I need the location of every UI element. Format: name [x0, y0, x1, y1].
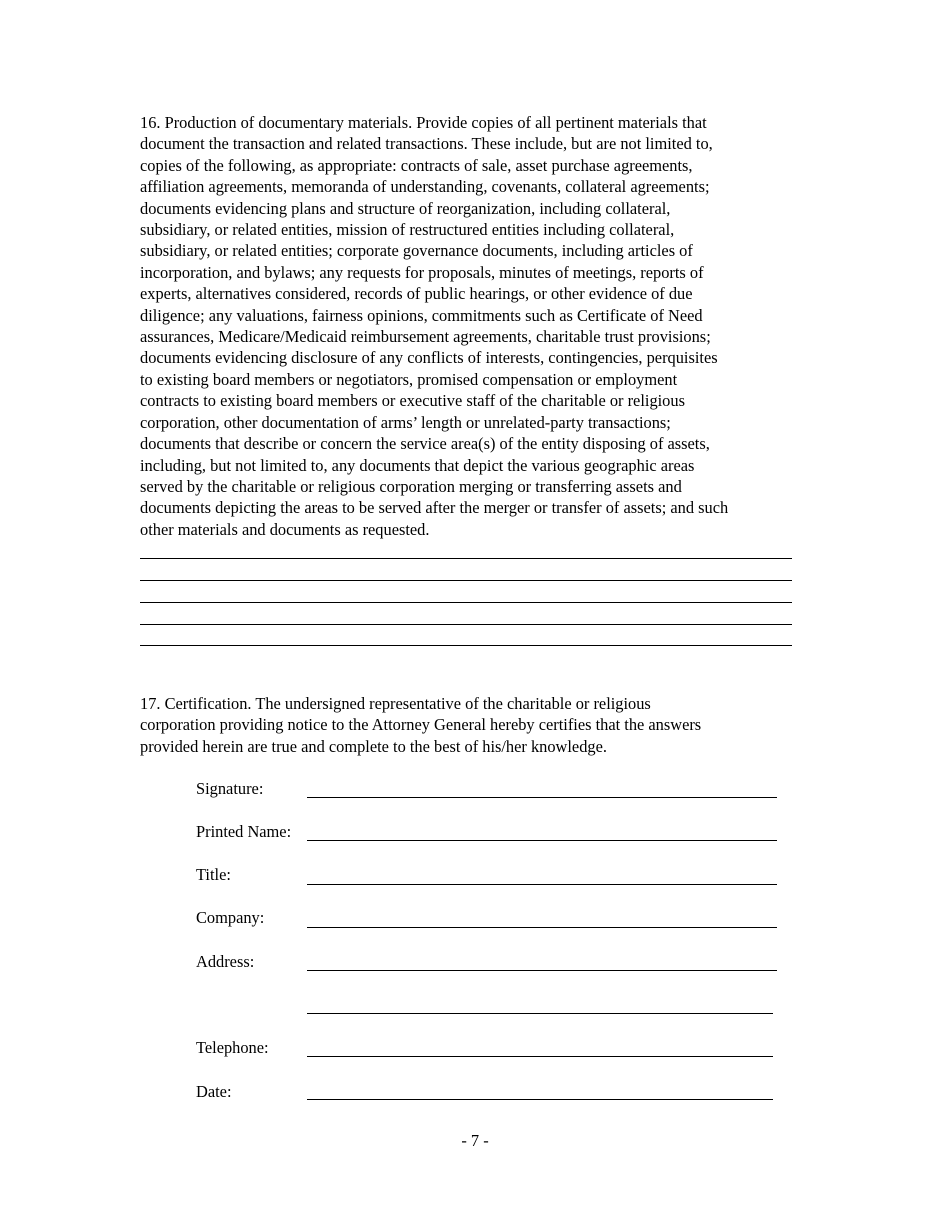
answer-line-4[interactable] — [140, 624, 792, 625]
date-field[interactable] — [307, 1099, 773, 1100]
company-field[interactable] — [307, 927, 777, 928]
telephone-field[interactable] — [307, 1056, 773, 1057]
section-17-certification: 17. Certification. The undersigned representative of the charitable or religious corporation providing notice to the Attorney General hereby certifies that the answers provided herein are true and complete to the best of his/her knowledge. — [140, 694, 702, 756]
printed-name-label: Printed Name: — [196, 822, 292, 841]
answer-line-2[interactable] — [140, 580, 792, 581]
address-field-line-1[interactable] — [307, 970, 777, 971]
address-label: Address: — [196, 952, 255, 971]
section-16-production-of-documentary-materials: 16. Production of documentary materials. Provide copies of all pertinent materials that document the transaction and related transactions. These include, but are not limited to, copies of the following, as appropriate: contracts of sale, asset purchase agreements, affiliation agreements, memoranda of understanding, covenants, collateral agreements; documents evidencing plans and structure of reorganization, including collateral, subsidiary, or related entities, mission of restructured entities including collateral, subsidiary, or related entities; corporate governance documents, including articles of incorporation, and bylaws; any requests for proposals, minutes of meetings, reports of experts, alternatives considered, records of public hearings, or other evidence of due diligence; any valuations, fairness opinions, commitments such as Certificate of Need assurances, Medicare/Medicaid reimbursement agreements, charitable trust provisions; documents evidencing disclosure of any conflicts of interests, contingencies, perquisites to existing board members or negotiators, promised compensation or employment contracts to existing board members or executive staff of the charitable or religious corporation, other documentation of arms’ length or unrelated-party transactions; documents that describe or concern the service area(s) of the entity disposing of assets, including, but not limited to, any documents that depict the various geographic areas served by the charitable or religious corporation merging or transferring assets and documents depicting the areas to be served after the merger or transfer of assets; and such other materials and documents as requested. — [140, 113, 729, 539]
address-field-line-2[interactable] — [307, 1013, 773, 1014]
date-label: Date: — [196, 1082, 232, 1101]
signature-field[interactable] — [307, 797, 777, 798]
company-label: Company: — [196, 908, 265, 927]
page-number: - 7 - — [461, 1131, 489, 1150]
answer-line-3[interactable] — [140, 602, 792, 603]
signature-label: Signature: — [196, 779, 264, 798]
answer-line-5[interactable] — [140, 645, 792, 646]
title-field[interactable] — [307, 884, 777, 885]
title-label: Title: — [196, 865, 231, 884]
answer-line-1[interactable] — [140, 558, 792, 559]
printed-name-field[interactable] — [307, 840, 777, 841]
telephone-label: Telephone: — [196, 1038, 269, 1057]
